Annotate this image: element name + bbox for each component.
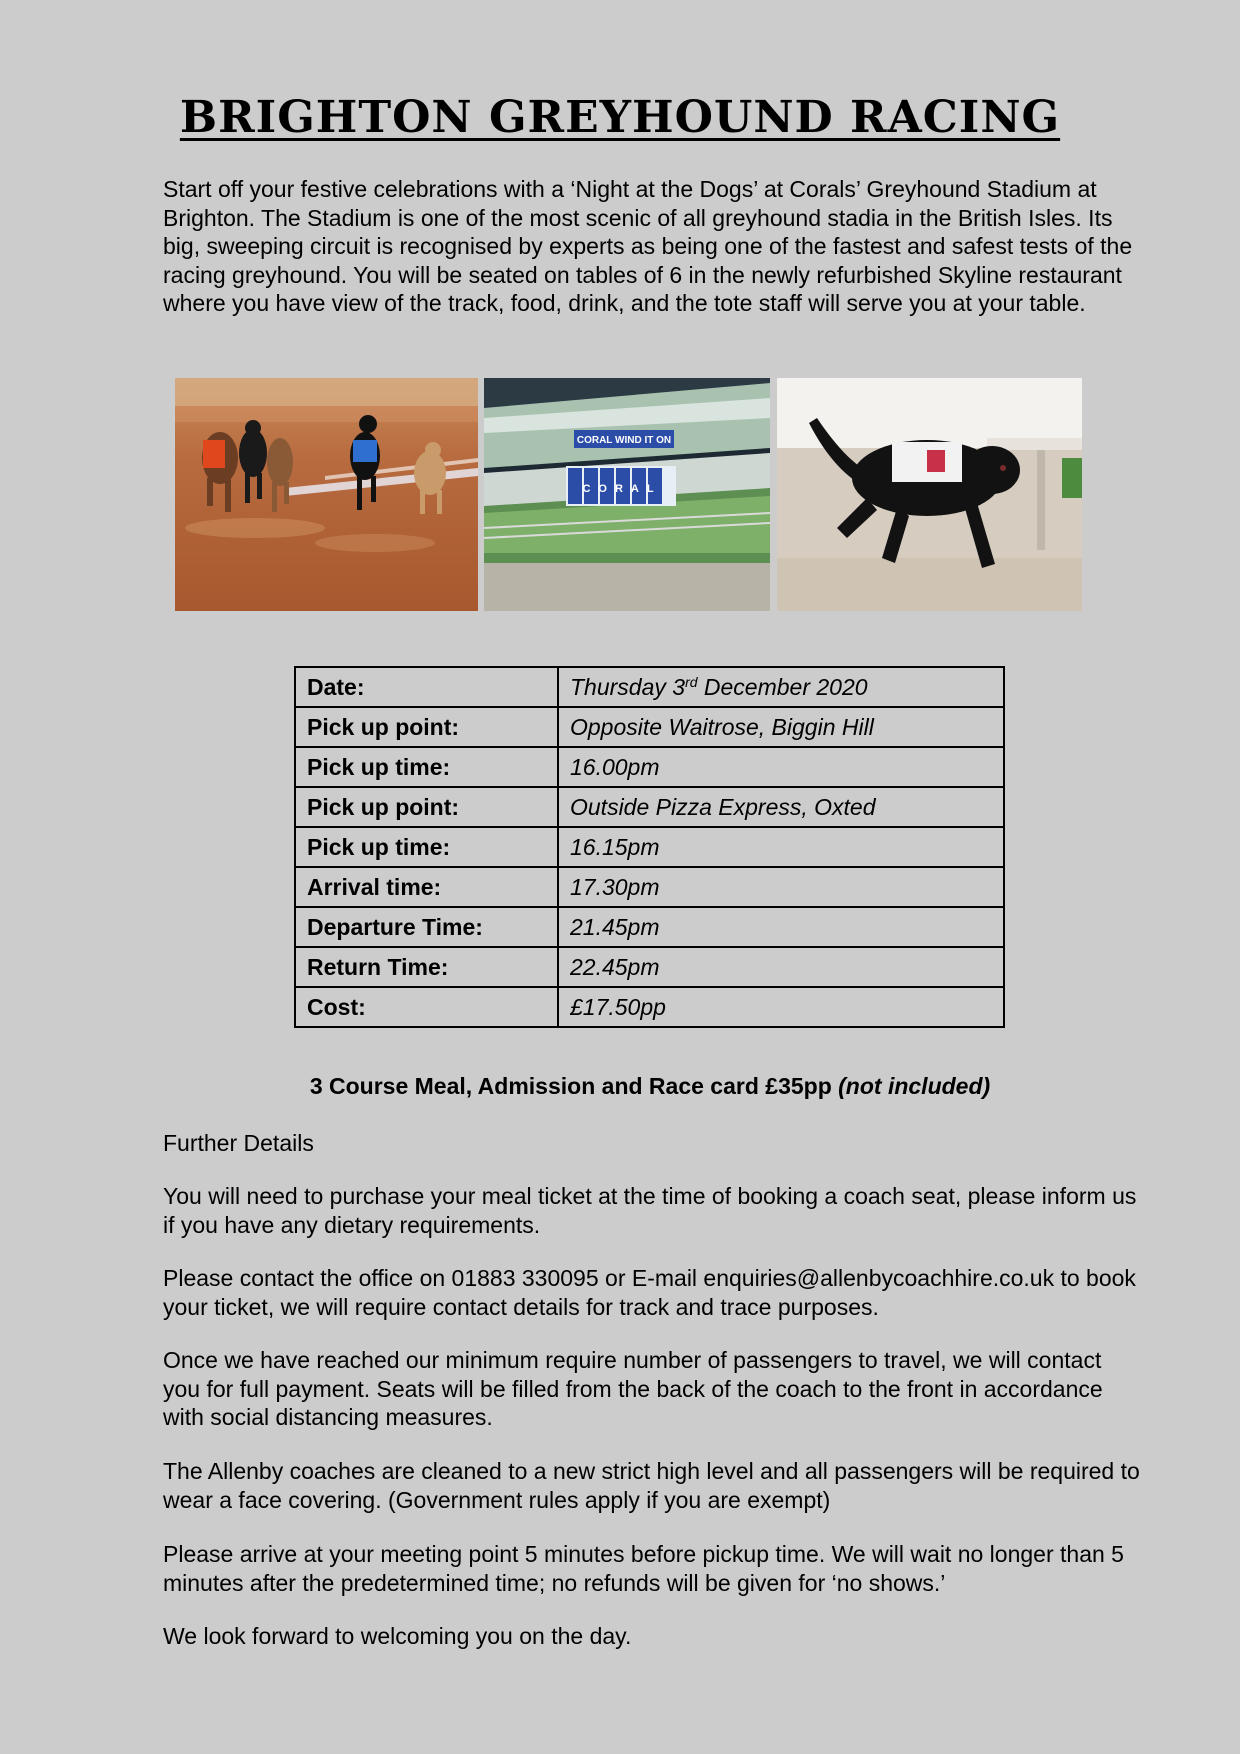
table-row bbox=[295, 947, 1004, 987]
photo-leaping-greyhound bbox=[777, 378, 1082, 611]
row-label: Pick up time: bbox=[295, 827, 558, 867]
row-value: 16.00pm bbox=[558, 747, 1004, 787]
table-row bbox=[295, 827, 1004, 867]
row-value: 22.45pm bbox=[558, 947, 1004, 987]
meal-offer-note: (not included) bbox=[838, 1073, 991, 1099]
further-details-paragraph-2: Please contact the office on 01883 330095 or E-mail enquiries@allenbycoachhire.co.uk to book your ticket, we will require contact details for track and trace purposes. bbox=[163, 1265, 1136, 1320]
row-label: Return Time: bbox=[295, 947, 558, 987]
row-value: Opposite Waitrose, Biggin Hill bbox=[558, 707, 1004, 747]
meal-offer bbox=[0, 1073, 1240, 1100]
intro-paragraph: Start off your festive celebrations with a ‘Night at the Dogs’ at Corals’ Greyhound Stadium at Brighton. The Stadium is one of the most scenic of all greyhound stadia in the British Isles. Its big, sweeping circuit is recognised by experts as being one of the fastest and safest tests of the racing greyhound. You will be seated on tables of 6 in the newly refurbished Skyline restaurant where you have view of the track, food, drink, and the tote staff will serve you at your table. bbox=[163, 176, 1133, 317]
table-row bbox=[295, 747, 1004, 787]
row-value: 21.45pm bbox=[558, 907, 1004, 947]
row-label: Cost: bbox=[295, 987, 558, 1027]
row-label: Arrival time: bbox=[295, 867, 558, 907]
trip-details-table bbox=[294, 666, 1005, 1028]
row-label: Pick up time: bbox=[295, 747, 558, 787]
row-value: Outside Pizza Express, Oxted bbox=[558, 787, 1004, 827]
row-label: Pick up point: bbox=[295, 707, 558, 747]
further-details-paragraph-1: You will need to purchase your meal ticket at the time of booking a coach seat, please inform us if you have any dietary requirements. bbox=[163, 1183, 1137, 1238]
row-value: 16.15pm bbox=[558, 827, 1004, 867]
further-details-paragraph-5: Please arrive at your meeting point 5 minutes before pickup time. We will wait no longer than 5 minutes after the predetermined time; no refunds will be given for ‘no shows.’ bbox=[163, 1541, 1124, 1596]
coral-traps-text: CORAL bbox=[582, 483, 662, 495]
date-value: Thursday 3rd December 2020 bbox=[558, 667, 1004, 707]
date-label: Date: bbox=[295, 667, 558, 707]
table-row bbox=[295, 867, 1004, 907]
further-details-paragraph-3: Once we have reached our minimum require number of passengers to travel, we will contact you for full payment. Seats will be filled from the back of the coach to the front in accordance with social distancing measures. bbox=[163, 1347, 1103, 1431]
table-row bbox=[295, 667, 1004, 707]
table-row bbox=[295, 987, 1004, 1027]
table-row bbox=[295, 907, 1004, 947]
row-value: 17.30pm bbox=[558, 867, 1004, 907]
closing-line: We look forward to welcoming you on the day. bbox=[163, 1623, 632, 1649]
row-label: Pick up point: bbox=[295, 787, 558, 827]
page-title: BRIGHTON GREYHOUND RACING bbox=[179, 92, 1061, 143]
meal-offer-text: 3 Course Meal, Admission and Race card £35pp bbox=[309, 1073, 839, 1099]
further-details-heading: Further Details bbox=[163, 1130, 314, 1156]
table-row bbox=[295, 707, 1004, 747]
row-value: £17.50pp bbox=[558, 987, 1004, 1027]
photo-greyhounds-racing bbox=[175, 378, 478, 611]
table-row bbox=[295, 787, 1004, 827]
photo-stadium bbox=[484, 378, 770, 611]
coral-sign-text: CORAL WIND IT ON bbox=[576, 435, 672, 446]
row-label: Departure Time: bbox=[295, 907, 558, 947]
further-details-paragraph-4: The Allenby coaches are cleaned to a new strict high level and all passengers will be required to wear a face covering. (Government rules apply if you are exempt) bbox=[163, 1458, 1140, 1513]
